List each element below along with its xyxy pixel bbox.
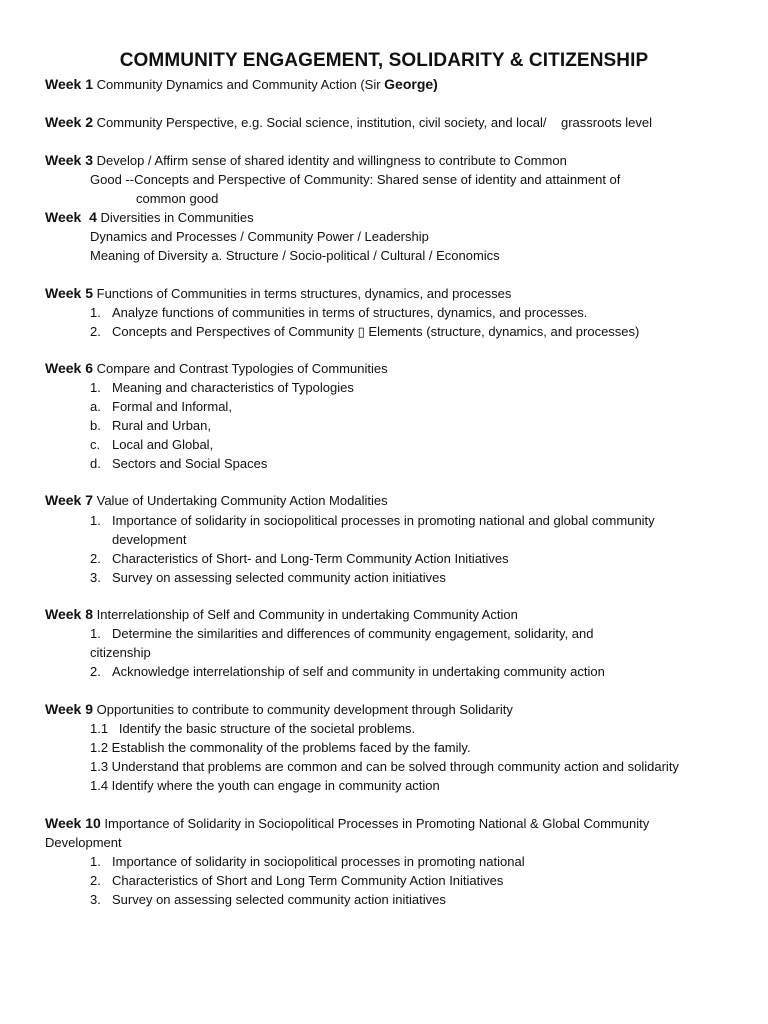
week-2-topic: Community Perspective, e.g. Social science, institution, civil society, and local/ grassroots level bbox=[96, 115, 653, 130]
week-7-topic: Value of Undertaking Community Action Modalities bbox=[96, 493, 388, 508]
week-5-topic: Functions of Communities in terms structures, dynamics, and processes bbox=[96, 286, 512, 301]
week-8-label: Week 8 bbox=[45, 606, 93, 622]
week-4-topic: Diversities in Communities bbox=[100, 210, 254, 225]
week-5-label: Week 5 bbox=[45, 285, 93, 301]
list-item: 1.3 Understand that problems are common and can be solved through community action and solidarity bbox=[90, 759, 679, 774]
week-3-heading bbox=[45, 151, 567, 170]
list-item: 1.2 Establish the commonality of the problems faced by the family. bbox=[90, 740, 471, 755]
list-item: 3. Survey on assessing selected community action initiatives bbox=[90, 892, 446, 907]
list-item: 1. Importance of solidarity in sociopolitical processes in promoting national and global community bbox=[90, 513, 655, 528]
list-item: 1. Determine the similarities and differences of community engagement, solidarity, and bbox=[90, 626, 594, 641]
week-9-heading bbox=[45, 700, 513, 719]
list-item: 3. Survey on assessing selected community action initiatives bbox=[90, 570, 446, 585]
week-4-heading bbox=[45, 208, 254, 227]
week-3-line-2: Good --Concepts and Perspective of Community: Shared sense of identity and attainment of bbox=[90, 172, 621, 187]
list-item: 1.4 Identify where the youth can engage in community action bbox=[90, 778, 440, 793]
week-1-label: Week 1 bbox=[45, 76, 93, 92]
week-10-heading bbox=[45, 814, 649, 833]
list-item: 2. Acknowledge interrelationship of self and community in undertaking community action bbox=[90, 664, 605, 679]
week-5-heading bbox=[45, 284, 511, 303]
week-6-label: Week 6 bbox=[45, 360, 93, 376]
week-6-topic: Compare and Contrast Typologies of Communities bbox=[96, 361, 388, 376]
week-6-heading bbox=[45, 359, 388, 378]
list-item: 1.1 Identify the basic structure of the societal problems. bbox=[90, 721, 416, 736]
list-item: 2. Characteristics of Short- and Long-Term Community Action Initiatives bbox=[90, 551, 509, 566]
week-10-label: Week 10 bbox=[45, 815, 101, 831]
week-4-line-2: Dynamics and Processes / Community Power / Leadership bbox=[90, 229, 429, 244]
week-1-instructor: George) bbox=[384, 76, 438, 92]
week-8-heading bbox=[45, 605, 518, 624]
week-4-label: Week 4 bbox=[45, 209, 97, 225]
week-7-label: Week 7 bbox=[45, 492, 93, 508]
week-10-topic: Importance of Solidarity in Sociopolitical Processes in Promoting National & Global Community bbox=[104, 816, 650, 831]
week-4-line-3: Meaning of Diversity a. Structure / Socio-political / Cultural / Economics bbox=[90, 248, 500, 263]
week-3-topic: Develop / Affirm sense of shared identity and willingness to contribute to Common bbox=[96, 153, 567, 168]
week-1-topic: Community Dynamics and Community Action (Sir bbox=[96, 77, 385, 92]
week-7-heading bbox=[45, 491, 388, 510]
week-9-topic: Opportunities to contribute to community development through Solidarity bbox=[96, 702, 513, 717]
week-3-label: Week 3 bbox=[45, 152, 93, 168]
list-item: d. Sectors and Social Spaces bbox=[90, 456, 268, 471]
list-item: c. Local and Global, bbox=[90, 437, 214, 452]
week-9-label: Week 9 bbox=[45, 701, 93, 717]
list-item: 1. Importance of solidarity in sociopolitical processes in promoting national bbox=[90, 854, 525, 869]
list-item: 2. Characteristics of Short and Long Term Community Action Initiatives bbox=[90, 873, 504, 888]
week-2-heading bbox=[45, 113, 652, 132]
list-item: 2. Concepts and Perspectives of Community ▯ Elements (structure, dynamics, and processes) bbox=[90, 324, 640, 339]
document-title: COMMUNITY ENGAGEMENT, SOLIDARITY & CITIZENSHIP bbox=[119, 50, 649, 71]
week-2-label: Week 2 bbox=[45, 114, 93, 130]
list-item: b. Rural and Urban, bbox=[90, 418, 211, 433]
list-item-continuation: citizenship bbox=[90, 645, 151, 660]
list-item: 1. Meaning and characteristics of Typologies bbox=[90, 380, 354, 395]
week-8-topic: Interrelationship of Self and Community in undertaking Community Action bbox=[96, 607, 518, 622]
list-item: a. Formal and Informal, bbox=[90, 399, 232, 414]
list-item: 1. Analyze functions of communities in terms of structures, dynamics, and processes. bbox=[90, 305, 588, 320]
week-3-line-3: common good bbox=[136, 191, 219, 206]
week-1-heading bbox=[45, 75, 438, 94]
list-item-continuation: development bbox=[112, 532, 187, 547]
week-10-line-2: Development bbox=[45, 835, 122, 850]
